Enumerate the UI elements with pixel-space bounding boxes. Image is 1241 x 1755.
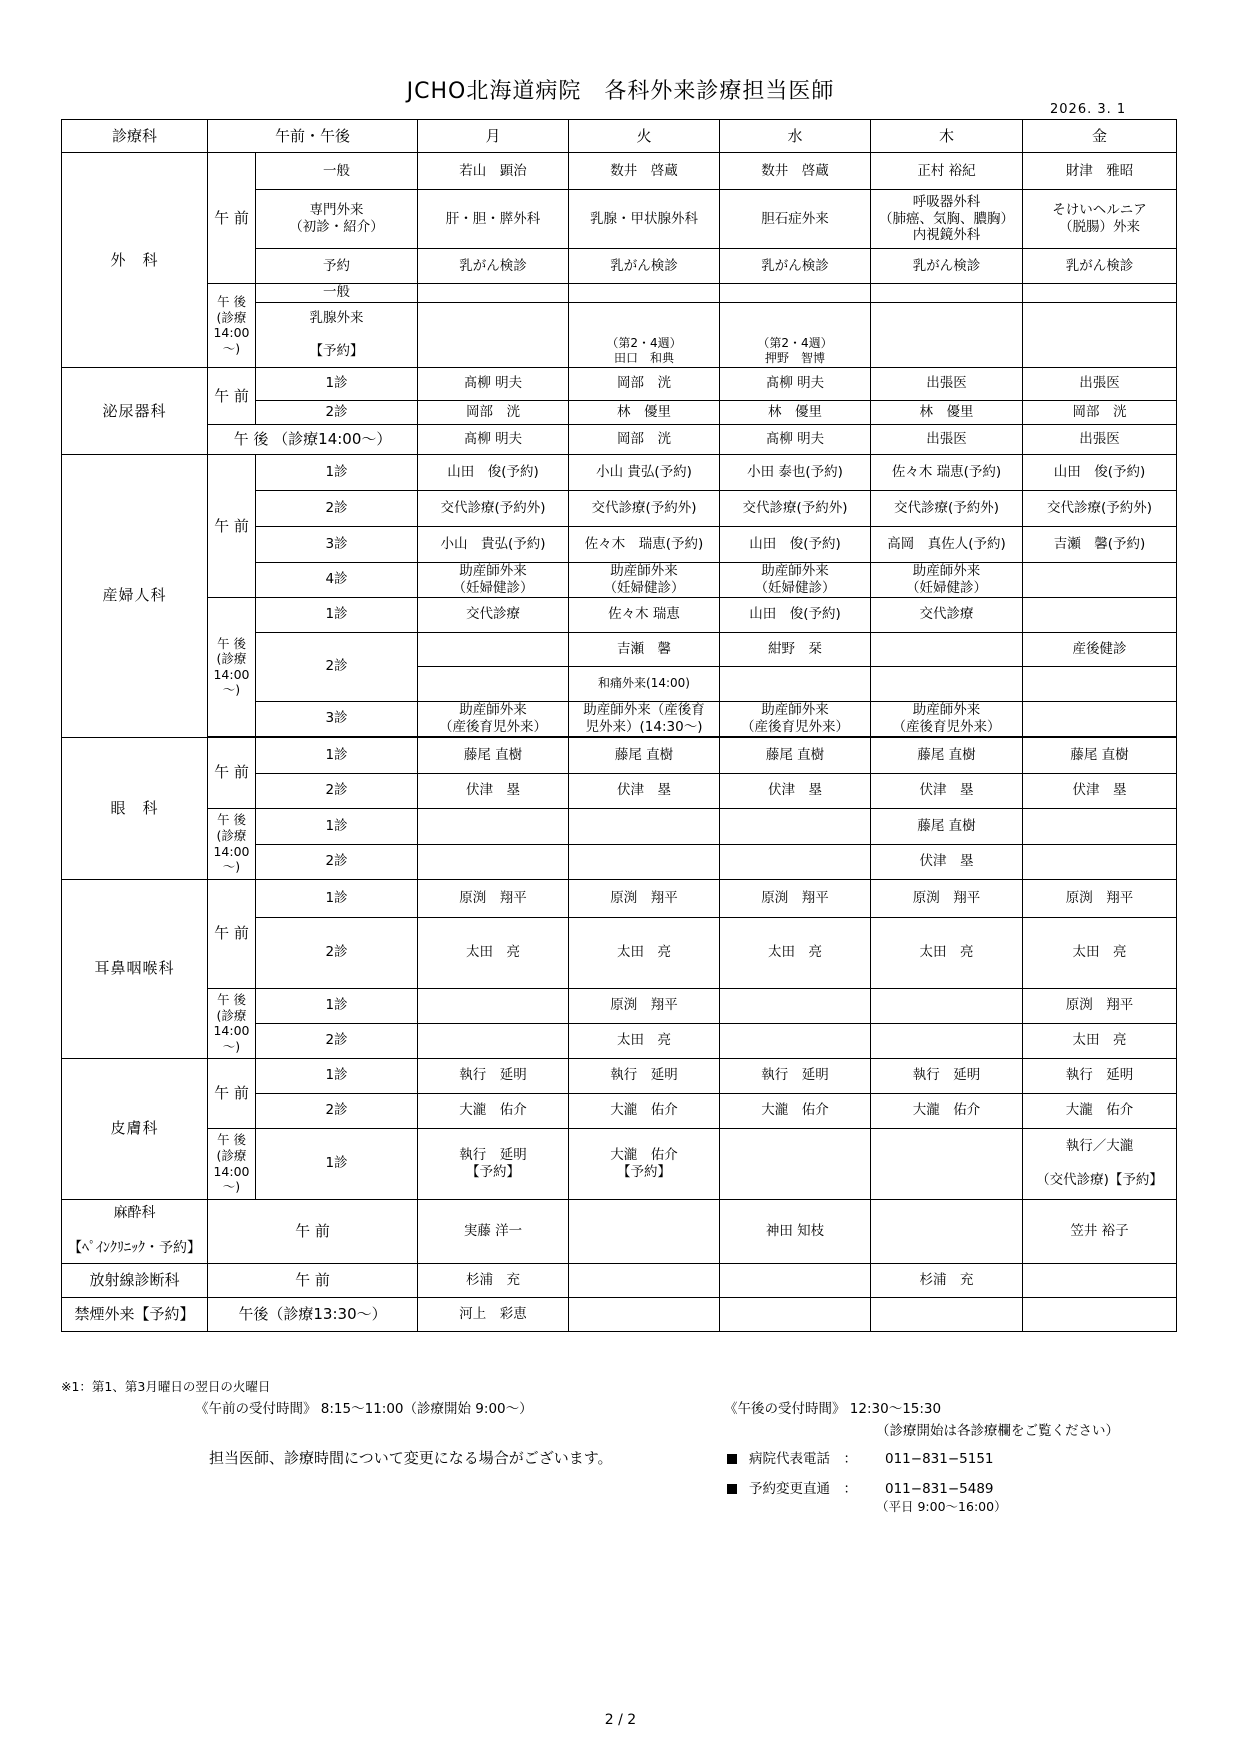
eye-s2-label: 2診 bbox=[256, 773, 418, 808]
header-wed: 水 bbox=[720, 120, 871, 153]
eye-s1-label: 1診 bbox=[256, 737, 418, 773]
obgyn-pm-s3-label: 3診 bbox=[256, 701, 418, 736]
ent-pm-s2-label: 2診 bbox=[256, 1023, 418, 1058]
urology-am1-thu: 出張医 bbox=[871, 367, 1023, 400]
surgery-general-mon: 若山 顕治 bbox=[418, 153, 569, 190]
urology-pm-label: 午 後 （診療14:00〜） bbox=[208, 424, 418, 454]
derm-am1-tue: 執行 延明 bbox=[569, 1058, 720, 1093]
surgery-specialty-label: 専門外来 （初診・紹介） bbox=[256, 190, 418, 249]
surgery-breast-thu bbox=[871, 302, 1023, 367]
urology-s1-label: 1診 bbox=[256, 367, 418, 400]
surgery-specialty-thu: 呼吸器外科 （肺癌、気胸、膿胸） 内視鏡外科 bbox=[871, 190, 1023, 249]
ent-pm1-tue: 原渕 翔平 bbox=[569, 988, 720, 1023]
urology-am2-mon: 岡部 洸 bbox=[418, 400, 569, 424]
header-dept: 診療科 bbox=[62, 120, 208, 153]
eye-pm2-fri bbox=[1023, 844, 1177, 879]
urology-am2-fri: 岡部 洸 bbox=[1023, 400, 1177, 424]
ent-pm1-thu bbox=[871, 988, 1023, 1023]
surgery-breast-tue: （第2・4週） 田口 和典 bbox=[569, 302, 720, 367]
urology-am2-wed: 林 優里 bbox=[720, 400, 871, 424]
derm-am1-row bbox=[62, 1058, 1177, 1093]
ent-am1-mon: 原渕 翔平 bbox=[418, 879, 569, 917]
anes-am-thu bbox=[871, 1199, 1023, 1263]
header-tue: 火 bbox=[569, 120, 720, 153]
ent-am2-thu: 太田 亮 bbox=[871, 917, 1023, 988]
tel-main-label: 病院代表電話 ： bbox=[749, 1451, 857, 1467]
surgery-breast-mon bbox=[418, 302, 569, 367]
eye-pm-s1-label: 1診 bbox=[256, 808, 418, 844]
eye-pm2-wed bbox=[720, 844, 871, 879]
ent-am-label: 午 前 bbox=[208, 879, 256, 988]
eye-am1-row bbox=[62, 737, 1177, 773]
obgyn-am4-thu: 助産師外来 （妊婦健診） bbox=[871, 562, 1023, 597]
derm-am1-fri: 執行 延明 bbox=[1023, 1058, 1177, 1093]
derm-pm1-tue: 大瀧 佑介 【予約】 bbox=[569, 1128, 720, 1199]
dept-obgyn: 産婦人科 bbox=[62, 454, 208, 737]
obgyn-s3-label: 3診 bbox=[256, 526, 418, 562]
anes-row bbox=[62, 1199, 1177, 1263]
radio-am-wed bbox=[720, 1263, 871, 1297]
obgyn-pm2b-fri bbox=[1023, 666, 1177, 701]
urology-pm-row bbox=[62, 424, 1177, 454]
surgery-breast-wed: （第2・4週） 押野 智博 bbox=[720, 302, 871, 367]
derm-s1-label: 1診 bbox=[256, 1058, 418, 1093]
pm-reception-hours: 《午後の受付時間》 12:30〜15:30 bbox=[724, 1401, 942, 1417]
eye-am2-wed: 伏津 塁 bbox=[720, 773, 871, 808]
ent-am2-fri: 太田 亮 bbox=[1023, 917, 1177, 988]
eye-am1-wed: 藤尾 直樹 bbox=[720, 737, 871, 773]
obgyn-pm3-tue: 助産師外来（産後育 児外来）(14:30〜) bbox=[569, 701, 720, 736]
eye-pm-s2-label: 2診 bbox=[256, 844, 418, 879]
bullet-icon bbox=[727, 1454, 737, 1464]
eye-am1-thu: 藤尾 直樹 bbox=[871, 737, 1023, 773]
obgyn-pm2a-mon bbox=[418, 632, 569, 666]
tel-res-label: 予約変更直通 ： bbox=[749, 1481, 857, 1497]
change-notice: 担当医師、診療時間について変更になる場合がございます。 bbox=[209, 1449, 613, 1467]
ent-pm1-row bbox=[62, 988, 1177, 1023]
obgyn-am1-thu: 佐々木 瑞恵(予約) bbox=[871, 454, 1023, 490]
header-mon: 月 bbox=[418, 120, 569, 153]
surgery-pm-general-row bbox=[62, 284, 1177, 303]
urology-pm-fri: 出張医 bbox=[1023, 424, 1177, 454]
ent-am1-wed: 原渕 翔平 bbox=[720, 879, 871, 917]
urology-am1-mon: 髙柳 明夫 bbox=[418, 367, 569, 400]
ent-pm1-mon bbox=[418, 988, 569, 1023]
surgery-general-fri: 財津 雅昭 bbox=[1023, 153, 1177, 190]
surgery-breast-fri bbox=[1023, 302, 1177, 367]
surgery-general-wed: 数井 啓蔵 bbox=[720, 153, 871, 190]
obgyn-am2-fri: 交代診療(予約外) bbox=[1023, 490, 1177, 526]
obgyn-pm2a-tue: 吉瀬 馨 bbox=[569, 632, 720, 666]
obgyn-am1-fri: 山田 俊(予約) bbox=[1023, 454, 1177, 490]
derm-pm-s1-label: 1診 bbox=[256, 1128, 418, 1199]
pm-reception-note: （診療開始は各診療欄をご覧ください） bbox=[876, 1423, 1119, 1439]
urology-am-label: 午 前 bbox=[208, 367, 256, 424]
eye-am-label: 午 前 bbox=[208, 737, 256, 808]
obgyn-pm1-thu: 交代診療 bbox=[871, 597, 1023, 632]
obgyn-am4-mon: 助産師外来 （妊婦健診） bbox=[418, 562, 569, 597]
eye-am2-tue: 伏津 塁 bbox=[569, 773, 720, 808]
obgyn-am4-tue: 助産師外来 （妊婦健診） bbox=[569, 562, 720, 597]
obgyn-s1-label: 1診 bbox=[256, 454, 418, 490]
tel-res-number: 011−831−5489 bbox=[885, 1481, 994, 1497]
obgyn-am2-thu: 交代診療(予約外) bbox=[871, 490, 1023, 526]
obgyn-am3-tue: 佐々木 瑞恵(予約) bbox=[569, 526, 720, 562]
eye-pm2-mon bbox=[418, 844, 569, 879]
dept-derm: 皮膚科 bbox=[62, 1058, 208, 1199]
ent-am1-thu: 原渕 翔平 bbox=[871, 879, 1023, 917]
eye-pm1-mon bbox=[418, 808, 569, 844]
eye-am1-mon: 藤尾 直樹 bbox=[418, 737, 569, 773]
radio-am-thu: 杉浦 充 bbox=[871, 1263, 1023, 1297]
derm-am1-wed: 執行 延明 bbox=[720, 1058, 871, 1093]
anes-am-fri: 笠井 裕子 bbox=[1023, 1199, 1177, 1263]
derm-s2-label: 2診 bbox=[256, 1093, 418, 1128]
obgyn-am-label: 午 前 bbox=[208, 454, 256, 597]
tel-main-number: 011−831−5151 bbox=[885, 1451, 994, 1467]
eye-am2-fri: 伏津 塁 bbox=[1023, 773, 1177, 808]
radio-am-label: 午 前 bbox=[208, 1263, 418, 1297]
obgyn-pm2b-mon bbox=[418, 666, 569, 701]
header-fri: 金 bbox=[1023, 120, 1177, 153]
ent-s1-label: 1診 bbox=[256, 879, 418, 917]
ent-am1-fri: 原渕 翔平 bbox=[1023, 879, 1177, 917]
surgery-reservation-mon: 乳がん検診 bbox=[418, 249, 569, 284]
header-ampm: 午前・午後 bbox=[208, 120, 418, 153]
header-row bbox=[62, 120, 1177, 153]
obgyn-s4-label: 4診 bbox=[256, 562, 418, 597]
surgery-pm-label: 午 後 (診療 14:00 〜) bbox=[208, 284, 256, 368]
eye-pm-label: 午 後 (診療 14:00 〜) bbox=[208, 808, 256, 879]
surgery-general-tue: 数井 啓蔵 bbox=[569, 153, 720, 190]
derm-pm1-row bbox=[62, 1128, 1177, 1199]
derm-am-label: 午 前 bbox=[208, 1058, 256, 1128]
obgyn-pm2a-wed: 紺野 栞 bbox=[720, 632, 871, 666]
obgyn-pm1-mon: 交代診療 bbox=[418, 597, 569, 632]
surgery-specialty-tue: 乳腺・甲状腺外科 bbox=[569, 190, 720, 249]
derm-am2-wed: 大瀧 佑介 bbox=[720, 1093, 871, 1128]
derm-pm1-wed bbox=[720, 1128, 871, 1199]
surgery-reservation-fri: 乳がん検診 bbox=[1023, 249, 1177, 284]
anes-am-mon: 実藤 洋一 bbox=[418, 1199, 569, 1263]
obgyn-am3-mon: 小山 貴弘(予約) bbox=[418, 526, 569, 562]
obgyn-pm1-wed: 山田 俊(予約) bbox=[720, 597, 871, 632]
obgyn-pm2a-thu bbox=[871, 632, 1023, 666]
page-title: JCHO北海道病院 各科外来診療担当医師 bbox=[406, 79, 835, 104]
breast-clinic-label: 乳腺外来 bbox=[309, 309, 364, 326]
urology-am1-fri: 出張医 bbox=[1023, 367, 1177, 400]
obgyn-pm3-wed: 助産師外来 （産後育児外来） bbox=[720, 701, 871, 736]
tel-res-hours: （平日 9:00〜16:00） bbox=[876, 1499, 1007, 1514]
obgyn-pm3-thu: 助産師外来 （産後育児外来） bbox=[871, 701, 1023, 736]
obgyn-am4-wed: 助産師外来 （妊婦健診） bbox=[720, 562, 871, 597]
obgyn-am3-fri: 吉瀬 馨(予約) bbox=[1023, 526, 1177, 562]
derm-am1-thu: 執行 延明 bbox=[871, 1058, 1023, 1093]
smoke-pm-mon: 河上 彩恵 bbox=[418, 1297, 569, 1331]
obgyn-pm1-fri bbox=[1023, 597, 1177, 632]
issue-date: 2026. 3. 1 bbox=[1050, 102, 1127, 117]
urology-am2-thu: 林 優里 bbox=[871, 400, 1023, 424]
surgery-pm-general-label: 一般 bbox=[256, 284, 418, 303]
tel-reservation bbox=[727, 1477, 994, 1497]
obgyn-am1-wed: 小田 泰也(予約) bbox=[720, 454, 871, 490]
surgery-general-thu: 正村 裕紀 bbox=[871, 153, 1023, 190]
obgyn-pm1-row bbox=[62, 597, 1177, 632]
obgyn-am1-tue: 小山 貴弘(予約) bbox=[569, 454, 720, 490]
eye-pm1-tue bbox=[569, 808, 720, 844]
obgyn-pm2b-thu bbox=[871, 666, 1023, 701]
eye-pm2-tue bbox=[569, 844, 720, 879]
tel-main bbox=[727, 1447, 994, 1467]
ent-pm2-tue: 太田 亮 bbox=[569, 1023, 720, 1058]
ent-am2-mon: 太田 亮 bbox=[418, 917, 569, 988]
obgyn-am3-thu: 高岡 真佐人(予約) bbox=[871, 526, 1023, 562]
obgyn-pm3-mon: 助産師外来 （産後育児外来） bbox=[418, 701, 569, 736]
surgery-am-label: 午 前 bbox=[208, 153, 256, 284]
eye-pm1-wed bbox=[720, 808, 871, 844]
smoke-pm-tue bbox=[569, 1297, 720, 1331]
eye-pm2-thu: 伏津 塁 bbox=[871, 844, 1023, 879]
ent-am2-wed: 太田 亮 bbox=[720, 917, 871, 988]
dept-radio: 放射線診断科 bbox=[62, 1263, 208, 1297]
ent-am2-tue: 太田 亮 bbox=[569, 917, 720, 988]
derm-am2-tue: 大瀧 佑介 bbox=[569, 1093, 720, 1128]
dept-ent: 耳鼻咽喉科 bbox=[62, 879, 208, 1058]
smoke-pm-wed bbox=[720, 1297, 871, 1331]
schedule-table bbox=[61, 119, 1177, 1332]
eye-pm1-row bbox=[62, 808, 1177, 844]
urology-am1-wed: 髙柳 明夫 bbox=[720, 367, 871, 400]
derm-am1-mon: 執行 延明 bbox=[418, 1058, 569, 1093]
derm-pm1-thu bbox=[871, 1128, 1023, 1199]
ent-pm2-mon bbox=[418, 1023, 569, 1058]
urology-am1-tue: 岡部 洸 bbox=[569, 367, 720, 400]
am-reception-hours: 《午前の受付時間》 8:15〜11:00（診療開始 9:00〜） bbox=[195, 1401, 533, 1417]
surgery-reservation-wed: 乳がん検診 bbox=[720, 249, 871, 284]
eye-am1-fri: 藤尾 直樹 bbox=[1023, 737, 1177, 773]
ent-pm-label: 午 後 (診療 14:00 〜) bbox=[208, 988, 256, 1058]
ent-pm1-wed bbox=[720, 988, 871, 1023]
smoke-row bbox=[62, 1297, 1177, 1331]
anes-am-wed: 神田 知枝 bbox=[720, 1199, 871, 1263]
obgyn-pm1-tue: 佐々木 瑞恵 bbox=[569, 597, 720, 632]
obgyn-pm2b-tue: 和痛外来(14:00) bbox=[569, 666, 720, 701]
page-number: 2 / 2 bbox=[604, 1712, 637, 1728]
eye-am1-tue: 藤尾 直樹 bbox=[569, 737, 720, 773]
radio-am-mon: 杉浦 充 bbox=[418, 1263, 569, 1297]
urology-pm-mon: 髙柳 明夫 bbox=[418, 424, 569, 454]
obgyn-pm-s2-label: 2診 bbox=[256, 632, 418, 701]
obgyn-am2-tue: 交代診療(予約外) bbox=[569, 490, 720, 526]
obgyn-am4-fri bbox=[1023, 562, 1177, 597]
ent-pm2-wed bbox=[720, 1023, 871, 1058]
radio-am-fri bbox=[1023, 1263, 1177, 1297]
derm-pm1-mon: 執行 延明 【予約】 bbox=[418, 1128, 569, 1199]
anes-am-tue bbox=[569, 1199, 720, 1263]
smoke-pm-fri bbox=[1023, 1297, 1177, 1331]
eye-am2-mon: 伏津 塁 bbox=[418, 773, 569, 808]
smoke-pm-thu bbox=[871, 1297, 1023, 1331]
obgyn-pm3-fri bbox=[1023, 701, 1177, 736]
anes-am-label: 午 前 bbox=[208, 1199, 418, 1263]
ent-s2-label: 2診 bbox=[256, 917, 418, 988]
derm-am2-thu: 大瀧 佑介 bbox=[871, 1093, 1023, 1128]
obgyn-am1-mon: 山田 俊(予約) bbox=[418, 454, 569, 490]
urology-s2-label: 2診 bbox=[256, 400, 418, 424]
radio-row bbox=[62, 1263, 1177, 1297]
smoke-pm-label: 午後（診療13:30〜） bbox=[208, 1297, 418, 1331]
surgery-specialty-wed: 胆石症外来 bbox=[720, 190, 871, 249]
dept-anes: 麻酔科 【ﾍﾟｲﾝｸﾘﾆｯｸ・予約】 bbox=[62, 1199, 208, 1263]
urology-am1-row bbox=[62, 367, 1177, 400]
header-thu: 木 bbox=[871, 120, 1023, 153]
derm-pm1-fri: 執行／大瀧 （交代診療)【予約】 bbox=[1023, 1128, 1177, 1199]
eye-pm1-thu: 藤尾 直樹 bbox=[871, 808, 1023, 844]
bullet-icon bbox=[727, 1484, 737, 1494]
urology-pm-tue: 岡部 洸 bbox=[569, 424, 720, 454]
breast-reservation-label: 【予約】 bbox=[309, 343, 364, 360]
derm-pm-label: 午 後 (診療 14:00 〜) bbox=[208, 1128, 256, 1199]
obgyn-pm2b-wed bbox=[720, 666, 871, 701]
eye-pm1-fri bbox=[1023, 808, 1177, 844]
urology-pm-wed: 髙柳 明夫 bbox=[720, 424, 871, 454]
obgyn-am2-mon: 交代診療(予約外) bbox=[418, 490, 569, 526]
surgery-reservation-label: 予約 bbox=[256, 249, 418, 284]
dept-urology: 泌尿器科 bbox=[62, 367, 208, 454]
footnote-1: ※1：第1、第3月曜日の翌日の火曜日 bbox=[61, 1379, 271, 1394]
surgery-specialty-mon: 肝・胆・膵外科 bbox=[418, 190, 569, 249]
surgery-general-row bbox=[62, 153, 1177, 190]
ent-pm1-fri: 原渕 翔平 bbox=[1023, 988, 1177, 1023]
dept-eye: 眼 科 bbox=[62, 737, 208, 879]
ent-pm2-thu bbox=[871, 1023, 1023, 1058]
derm-am2-mon: 大瀧 佑介 bbox=[418, 1093, 569, 1128]
obgyn-pm2a-fri: 産後健診 bbox=[1023, 632, 1177, 666]
ent-pm-s1-label: 1診 bbox=[256, 988, 418, 1023]
obgyn-s2-label: 2診 bbox=[256, 490, 418, 526]
surgery-specialty-fri: そけいヘルニア （脱腸）外来 bbox=[1023, 190, 1177, 249]
surgery-general-label: 一般 bbox=[256, 153, 418, 190]
urology-am2-tue: 林 優里 bbox=[569, 400, 720, 424]
surgery-reservation-tue: 乳がん検診 bbox=[569, 249, 720, 284]
obgyn-pm-label: 午 後 (診療 14:00 〜) bbox=[208, 597, 256, 736]
obgyn-am2-wed: 交代診療(予約外) bbox=[720, 490, 871, 526]
surgery-breast-label bbox=[256, 302, 418, 367]
eye-am2-thu: 伏津 塁 bbox=[871, 773, 1023, 808]
obgyn-am1-row bbox=[62, 454, 1177, 490]
dept-smoke: 禁煙外来【予約】 bbox=[62, 1297, 208, 1331]
ent-pm2-fri: 太田 亮 bbox=[1023, 1023, 1177, 1058]
urology-pm-thu: 出張医 bbox=[871, 424, 1023, 454]
radio-am-tue bbox=[569, 1263, 720, 1297]
surgery-reservation-thu: 乳がん検診 bbox=[871, 249, 1023, 284]
obgyn-am3-wed: 山田 俊(予約) bbox=[720, 526, 871, 562]
obgyn-pm-s1-label: 1診 bbox=[256, 597, 418, 632]
dept-surgery: 外 科 bbox=[62, 153, 208, 368]
derm-am2-fri: 大瀧 佑介 bbox=[1023, 1093, 1177, 1128]
ent-am1-tue: 原渕 翔平 bbox=[569, 879, 720, 917]
ent-am1-row bbox=[62, 879, 1177, 917]
